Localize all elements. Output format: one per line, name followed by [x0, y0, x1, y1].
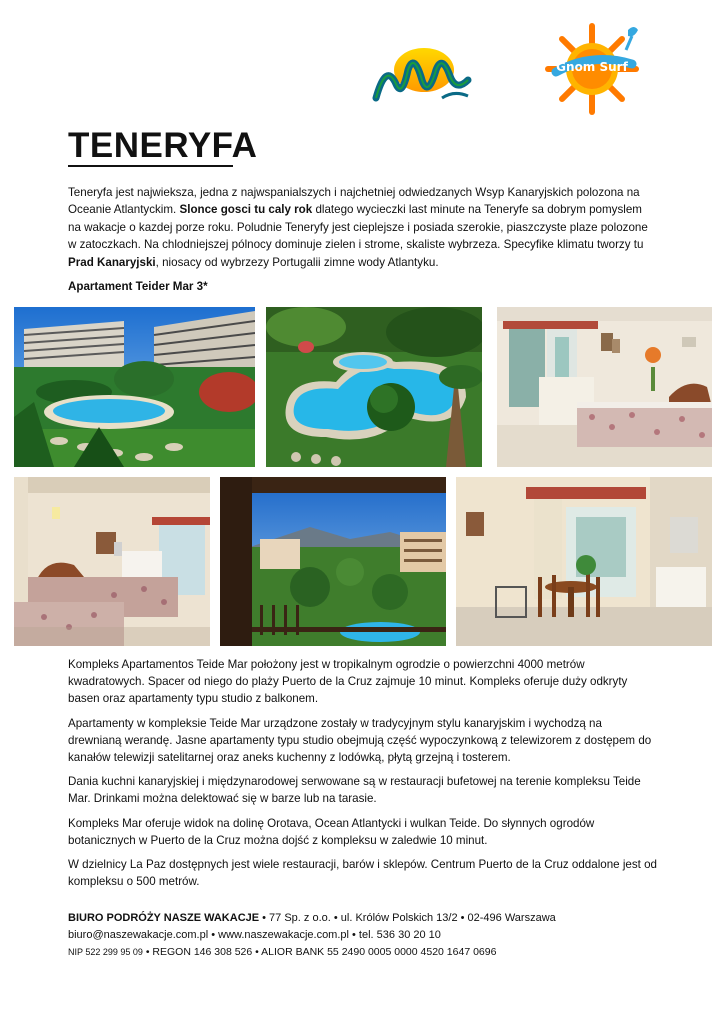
intro-text-3: , niosacy od wybrzezy Portugalii zimne wody Atlantyku.	[155, 255, 439, 269]
footer-line-3	[68, 944, 668, 961]
intro-text-2: dlatego wycieczki last minute na Teneryfe sa dobrym pomyslem na wakacje o kazdej porze roku. Poludnie Teneryfy jest cieplejsze i posiada szerokie, piaszczyste plaze polozone w zatoczkach. Na chlodniejszej pólnocy dominuje zielen i strome, skaliste wybrzeza. Specyfike klimatu tworzy tu	[68, 203, 648, 252]
footer	[68, 910, 668, 961]
paragraph: Apartamenty w kompleksie Teide Mar urządzone zostały w tradycyjnym stylu kanaryjskim i wychodzą na drewnianą werandę. Jasne apartamenty typu studio obejmują część wypoczynkową z telewizorem z dostępem do kanałów telewizji satelitarnej oraz aneks kuchenny z lodówką, płytą grzejną i tosterem.	[68, 716, 652, 765]
intro-text-1: Teneryfa jest najwieksza, jedna z najwspanialszych i najchetniej odwiedzanych Wsyp Kanaryjskich polozona na Oceanie Atlantyckim.	[68, 186, 640, 217]
intro-bold-2: Prad Kanaryjski	[68, 255, 156, 269]
nip-number: NIP 522 299 95 09	[68, 947, 143, 957]
description-paragraphs	[68, 656, 658, 897]
photo-hotel-pool	[14, 307, 255, 467]
photo-pool-aerial	[266, 307, 482, 467]
apartment-subheading: Apartament Teider Mar 3*	[68, 280, 208, 293]
page-title: TENERYFA	[68, 126, 258, 165]
company-address: • 77 Sp. z o.o. • ul. Królów Polskich 13/2 • 02-496 Warszawa	[259, 912, 556, 924]
wave-logo	[372, 40, 472, 110]
photo-kitchen-dining	[456, 477, 712, 646]
paragraph: W dzielnicy La Paz dostępnych jest wiele restauracji, barów i sklepów. Centrum Puerto de la Cruz oddalone jest od kompleksu o 500 metrów.	[68, 858, 657, 889]
intro-bold-1: Slonce gosci tu caly rok	[179, 203, 313, 217]
title-underline	[68, 165, 233, 167]
paragraph: Dania kuchni kanaryjskiej i międzynarodowej serwowane są w restauracji bufetowej na terenie kompleksu Teide Mar. Drinkami można delektować się w barze lub na tarasie.	[68, 775, 641, 806]
paragraph: Kompleks Apartamentos Teide Mar położony jest w tropikalnym ogrodzie o powierzchni 4000 metrów kwadratowych. Spacer od niego do plaży Puerto de la Cruz zajmuje 10 minut. Kompleks oferuje duży odkryty basen oraz apartamenty typu studio z balkonem.	[68, 658, 628, 706]
surf-fun-logo	[528, 22, 656, 116]
photo-twin-beds	[14, 477, 210, 646]
footer-line-1	[68, 910, 668, 927]
registration-info: • REGON 146 308 526 • ALIOR BANK 55 2490 0005 0000 4520 1647 0696	[142, 946, 497, 958]
company-name: BIURO PODRÓŻY NASZE WAKACJE	[68, 912, 260, 924]
logo-text: Gnom Surf	[556, 60, 628, 74]
intro-paragraph	[68, 184, 658, 271]
footer-contact[interactable]: biuro@naszewakacje.com.pl • www.naszewakacje.com.pl • tel. 536 30 20 10	[68, 929, 441, 941]
paragraph: Kompleks Mar oferuje widok na dolinę Orotava, Ocean Atlantycki i wulkan Teide. Do słynnych ogrodów botanicznych w Puerto de la Cruz można dojść z kompleksu w zaledwie 10 minut.	[68, 816, 595, 847]
photo-bedroom	[497, 307, 712, 467]
photo-balcony-view	[220, 477, 446, 646]
